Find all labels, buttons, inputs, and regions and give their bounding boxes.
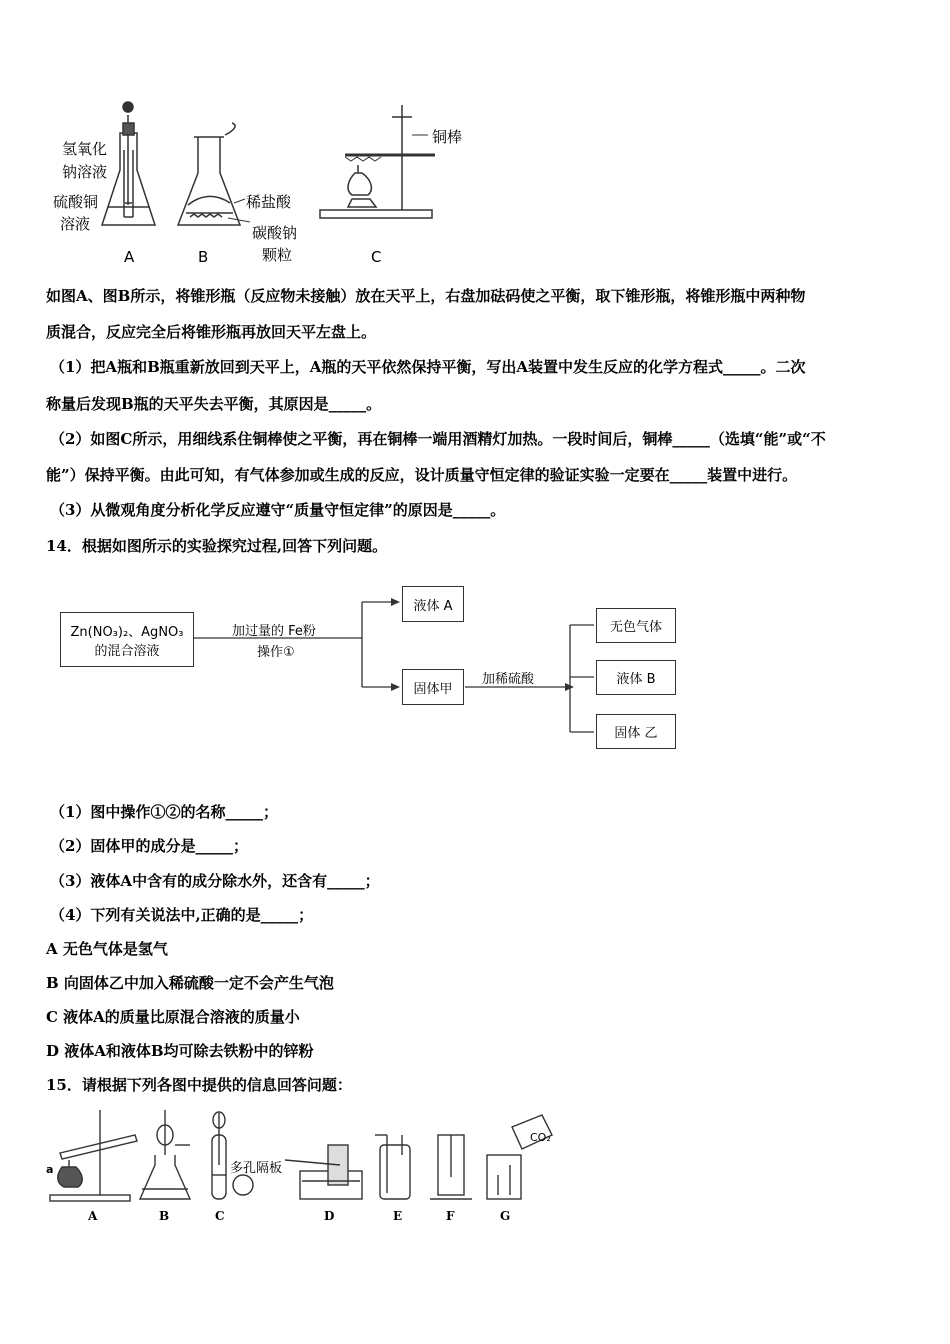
flow-gas-box (596, 608, 676, 643)
label-app-e: E (393, 1209, 403, 1223)
label-fig-b: B (198, 248, 209, 266)
q13-part2-line2: 能”）保持平衡。由此可知，有气体参加或生成的反应，设计质量守恒定律的验证实验一定要在_____装置中进行。 (46, 466, 798, 484)
q14-part4: （4）下列有关说法中,正确的是_____； (50, 906, 314, 924)
label-naoh-2: 钠溶液 (62, 163, 108, 181)
flow-start-box (60, 612, 194, 667)
flow-step1-line1: 加过量的 Fe粉 (232, 624, 316, 639)
q13-part1-line2: 称量后发现B瓶的天平失去平衡，其原因是_____。 (46, 395, 382, 413)
label-copper-rod: 铜棒 (432, 128, 463, 146)
figure-abc (40, 95, 480, 270)
label-a-small: a (46, 1163, 54, 1176)
label-cuso4-2: 溶液 (60, 215, 91, 233)
label-na2co3-2: 颗粒 (262, 246, 293, 264)
q13-part3: （3）从微观角度分析化学反应遵守“质量守恒定律”的原因是_____。 (50, 501, 506, 519)
figure-apparatus-row (40, 1105, 570, 1205)
label-app-c: C (215, 1209, 225, 1223)
flowchart (0, 580, 700, 755)
label-naoh-1: 氢氧化 (62, 140, 108, 158)
label-app-a: A (88, 1209, 98, 1223)
q14-title: 14．根据如图所示的实验探究过程,回答下列问题。 (46, 537, 388, 555)
flow-start-line2: 的混合溶液 (94, 643, 160, 659)
q14-part3: （3）液体A中含有的成分除水外，还含有_____； (50, 872, 380, 890)
q14-option-a: A 无色气体是氢气 (46, 940, 168, 958)
q14-part2: （2）固体甲的成分是_____； (50, 837, 248, 855)
flowchart-arrows (0, 580, 700, 755)
label-na2co3-1: 碳酸钠 (252, 224, 298, 242)
apparatus-c (320, 105, 435, 218)
flow-step1-line2: 操作① (257, 645, 295, 660)
label-fig-a: A (124, 248, 135, 266)
q14-part1: （1）图中操作①②的名称_____； (50, 803, 278, 821)
q14-option-c: C 液体A的质量比原混合溶液的质量小 (46, 1008, 300, 1026)
q13-part1-line1: （1）把A瓶和B瓶重新放回到天平上，A瓶的天平依然保持平衡，写出A装置中发生反应的化学方程式_____。二次 (50, 358, 806, 376)
flask-a (102, 102, 155, 225)
flask-b (178, 123, 240, 225)
flow-step2: 加稀硫酸 (482, 672, 535, 687)
q13-intro-line1: 如图A、图B所示，将锥形瓶（反应物未接触）放在天平上，右盘加砝码使之平衡，取下锥形瓶，将锥形瓶中两种物 (46, 287, 806, 305)
label-app-d: D (324, 1209, 335, 1223)
label-porous-plate: 多孔隔板 (230, 1161, 283, 1176)
q13-part2-line1: （2）如图C所示，用细线系住铜棒使之平衡，再在铜棒一端用酒精灯加热。一段时间后，铜棒_____（选填“能”或“不 (50, 430, 826, 448)
flow-liquid-a: 液体 A (413, 598, 453, 614)
flow-solid-jia-box (402, 669, 464, 705)
flow-liquid-a-box (402, 586, 464, 622)
label-cuso4-1: 硫酸铜 (53, 193, 99, 211)
flow-liquid-b: 液体 B (616, 672, 656, 687)
label-app-b: B (159, 1209, 170, 1223)
flow-solid-yi: 固体 乙 (614, 726, 658, 741)
label-app-f: F (446, 1209, 455, 1223)
label-fig-c: C (371, 248, 382, 266)
flow-solid-yi-box (596, 714, 676, 749)
flow-gas: 无色气体 (609, 620, 662, 635)
label-app-g: G (500, 1209, 511, 1223)
flow-start-line1: Zn(NO₃)₂、AgNO₃ (70, 624, 184, 640)
flow-solid-jia: 固体甲 (413, 681, 453, 697)
q14-option-b: B 向固体乙中加入稀硫酸一定不会产生气泡 (46, 974, 334, 992)
figure-abc-drawing (40, 95, 480, 270)
q13-intro-line2: 质混合，反应完全后将锥形瓶再放回天平左盘上。 (46, 323, 377, 341)
label-hcl: 稀盐酸 (246, 193, 292, 211)
apparatus-row-drawing (40, 1105, 570, 1205)
label-co2: CO₂ (530, 1131, 551, 1144)
flow-liquid-b-box (596, 660, 676, 695)
q14-option-d: D 液体A和液体B均可除去铁粉中的锌粉 (46, 1042, 314, 1060)
q15-title: 15．请根据下列各图中提供的信息回答问题： (46, 1076, 352, 1094)
